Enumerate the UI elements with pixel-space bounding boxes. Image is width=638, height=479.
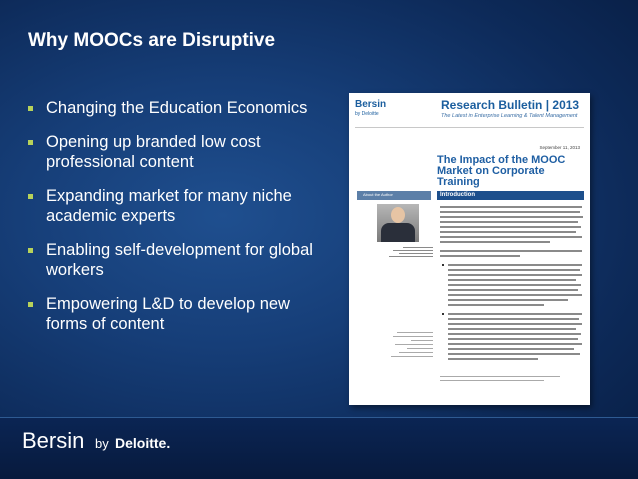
footer-bar — [0, 417, 638, 479]
research-bulletin-image — [349, 93, 590, 405]
bullet-text: Opening up branded low cost professional content — [46, 133, 261, 171]
bullet-item — [28, 240, 328, 280]
bullet-item — [28, 294, 328, 334]
slide-title: Why MOOCs are Disruptive — [28, 30, 276, 51]
bulletin-logo-sub: by Deloitte — [355, 111, 379, 117]
bulletin-header — [349, 93, 590, 127]
bulletin-address — [379, 329, 433, 357]
bulletin-subheading: The Latest in Enterprise Learning & Talent Management — [441, 113, 578, 119]
bulletin-date: September 11, 2013 — [539, 145, 580, 150]
bullet-marker — [28, 248, 33, 253]
author-label: About the Author — [363, 192, 393, 197]
bulletin-logo: Bersin — [355, 99, 387, 110]
footer-by: by — [95, 436, 109, 451]
bullet-text: Changing the Education Economics — [46, 99, 308, 117]
author-photo-suit — [381, 223, 415, 242]
bullet-marker — [28, 194, 33, 199]
intro-label: Introduction — [440, 192, 475, 198]
footer-brand: Bersin — [22, 428, 85, 453]
bullet-item — [28, 132, 328, 172]
bullet-marker — [28, 106, 33, 111]
bulletin-heading: Research Bulletin | 2013 — [441, 98, 580, 112]
bullet-marker — [28, 140, 33, 145]
bullet-text: Enabling self-development for global workers — [46, 241, 313, 279]
bullet-text: Empowering L&D to develop new forms of content — [46, 295, 290, 333]
bullet-item — [28, 186, 328, 226]
author-photo-head — [391, 207, 405, 223]
bulletin-title: The Impact of the MOOC Market on Corporate Training — [437, 154, 566, 188]
bullet-item — [28, 98, 328, 118]
bullet-marker — [28, 302, 33, 307]
bulletin-rule — [355, 127, 584, 128]
bullet-list — [28, 98, 328, 348]
author-caption — [379, 245, 433, 257]
footer-company: Deloitte. — [115, 435, 171, 451]
bullet-text: Expanding market for many niche academic experts — [46, 187, 292, 225]
